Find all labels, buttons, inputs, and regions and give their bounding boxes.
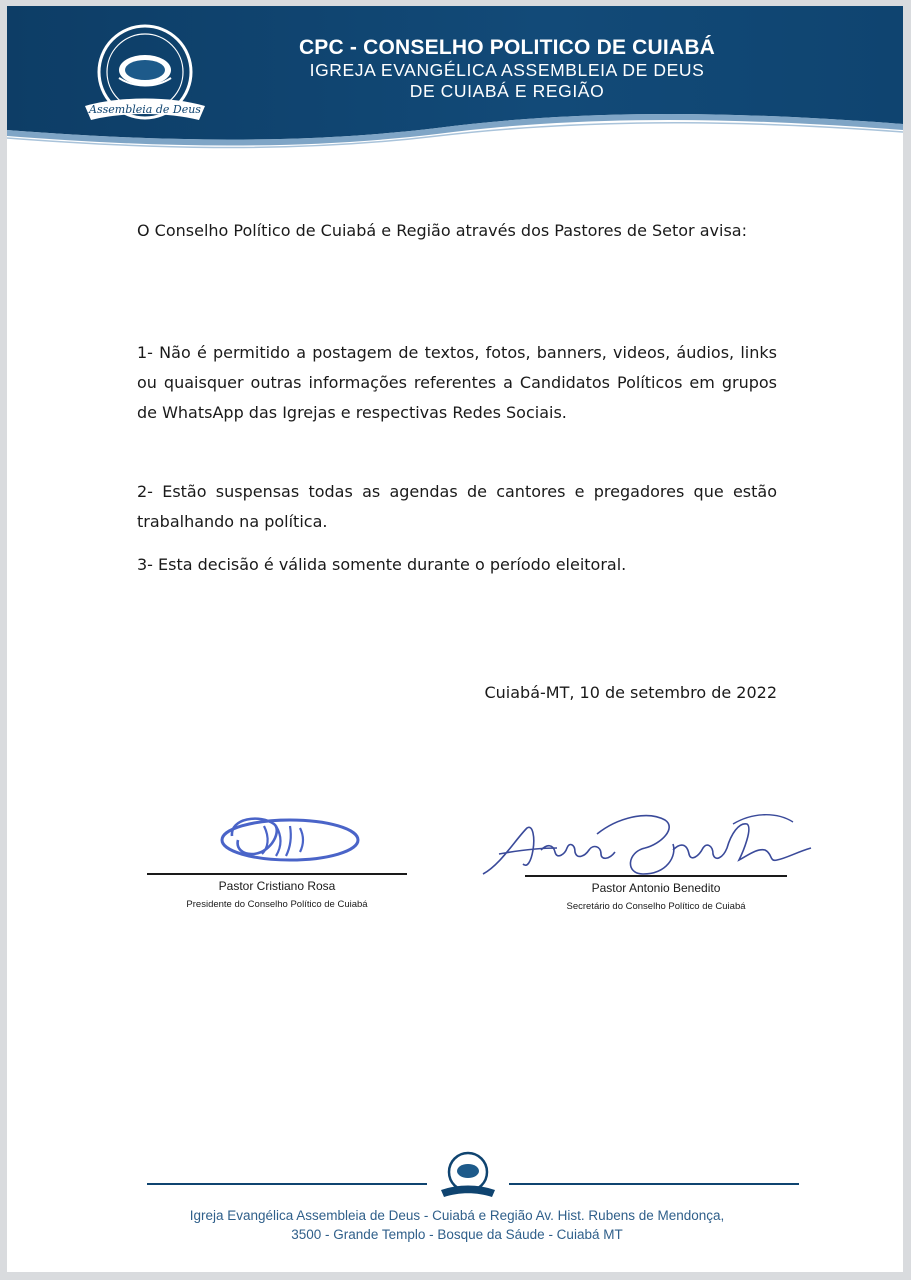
signer-role-left: Presidente do Conselho Político de Cuiabá	[186, 899, 368, 910]
letterhead-subtitle-line1: IGREJA EVANGÉLICA ASSEMBLEIA DE DEUS	[309, 60, 705, 80]
letterhead-title: CPC - CONSELHO POLITICO DE CUIABÁ	[298, 36, 716, 59]
footer-address	[127, 1206, 787, 1244]
footer-logo	[435, 1150, 501, 1200]
intro-paragraph: O Conselho Político de Cuiabá e Região através dos Pastores de Setor avisa:	[137, 221, 747, 240]
letterhead-header	[7, 6, 903, 156]
logo-script-text: Assembleia de Deus	[89, 103, 201, 116]
footer-address-line1: Igreja Evangélica Assembleia de Deus - Cuiabá e Região Av. Hist. Rubens de Mendonça,	[189, 1208, 725, 1223]
rule-item-2: 2- Estão suspensas todas as agendas de cantores e pregadores que estão trabalhando na política.	[137, 482, 777, 531]
rule-item-3: 3- Esta decisão é válida somente durante o período eleitoral.	[137, 555, 627, 574]
signature-line-right	[525, 875, 787, 877]
letterhead-subtitle-line2: DE CUIABÁ E REGIÃO	[409, 81, 605, 101]
signature-line-left	[147, 873, 407, 875]
signature-antonio-benedito	[477, 804, 813, 886]
signature-cristiano-rosa	[212, 812, 364, 868]
assembleia-logo	[79, 20, 211, 138]
document-page	[7, 6, 903, 1272]
footer-address-line2: 3500 - Grande Templo - Bosque da Sáude - Cuiabá MT	[291, 1227, 623, 1242]
rule-item-1: 1- Não é permitido a postagem de textos, fotos, banners, videos, áudios, links ou quaisquer outras informações referentes a Candidatos Políticos em grupos de WhatsApp das Igrejas e respectivas Redes Sociais.	[137, 343, 777, 422]
signer-name-right: Pastor Antonio Benedito	[591, 881, 721, 895]
letterhead-title-block	[257, 36, 757, 102]
document-date: Cuiabá-MT, 10 de setembro de 2022	[484, 683, 777, 702]
signer-name-left: Pastor Cristiano Rosa	[218, 879, 336, 893]
footer-rule-right	[509, 1183, 799, 1185]
signer-role-right: Secretário do Conselho Político de Cuiabá	[566, 901, 746, 912]
footer-rule-left	[147, 1183, 427, 1185]
